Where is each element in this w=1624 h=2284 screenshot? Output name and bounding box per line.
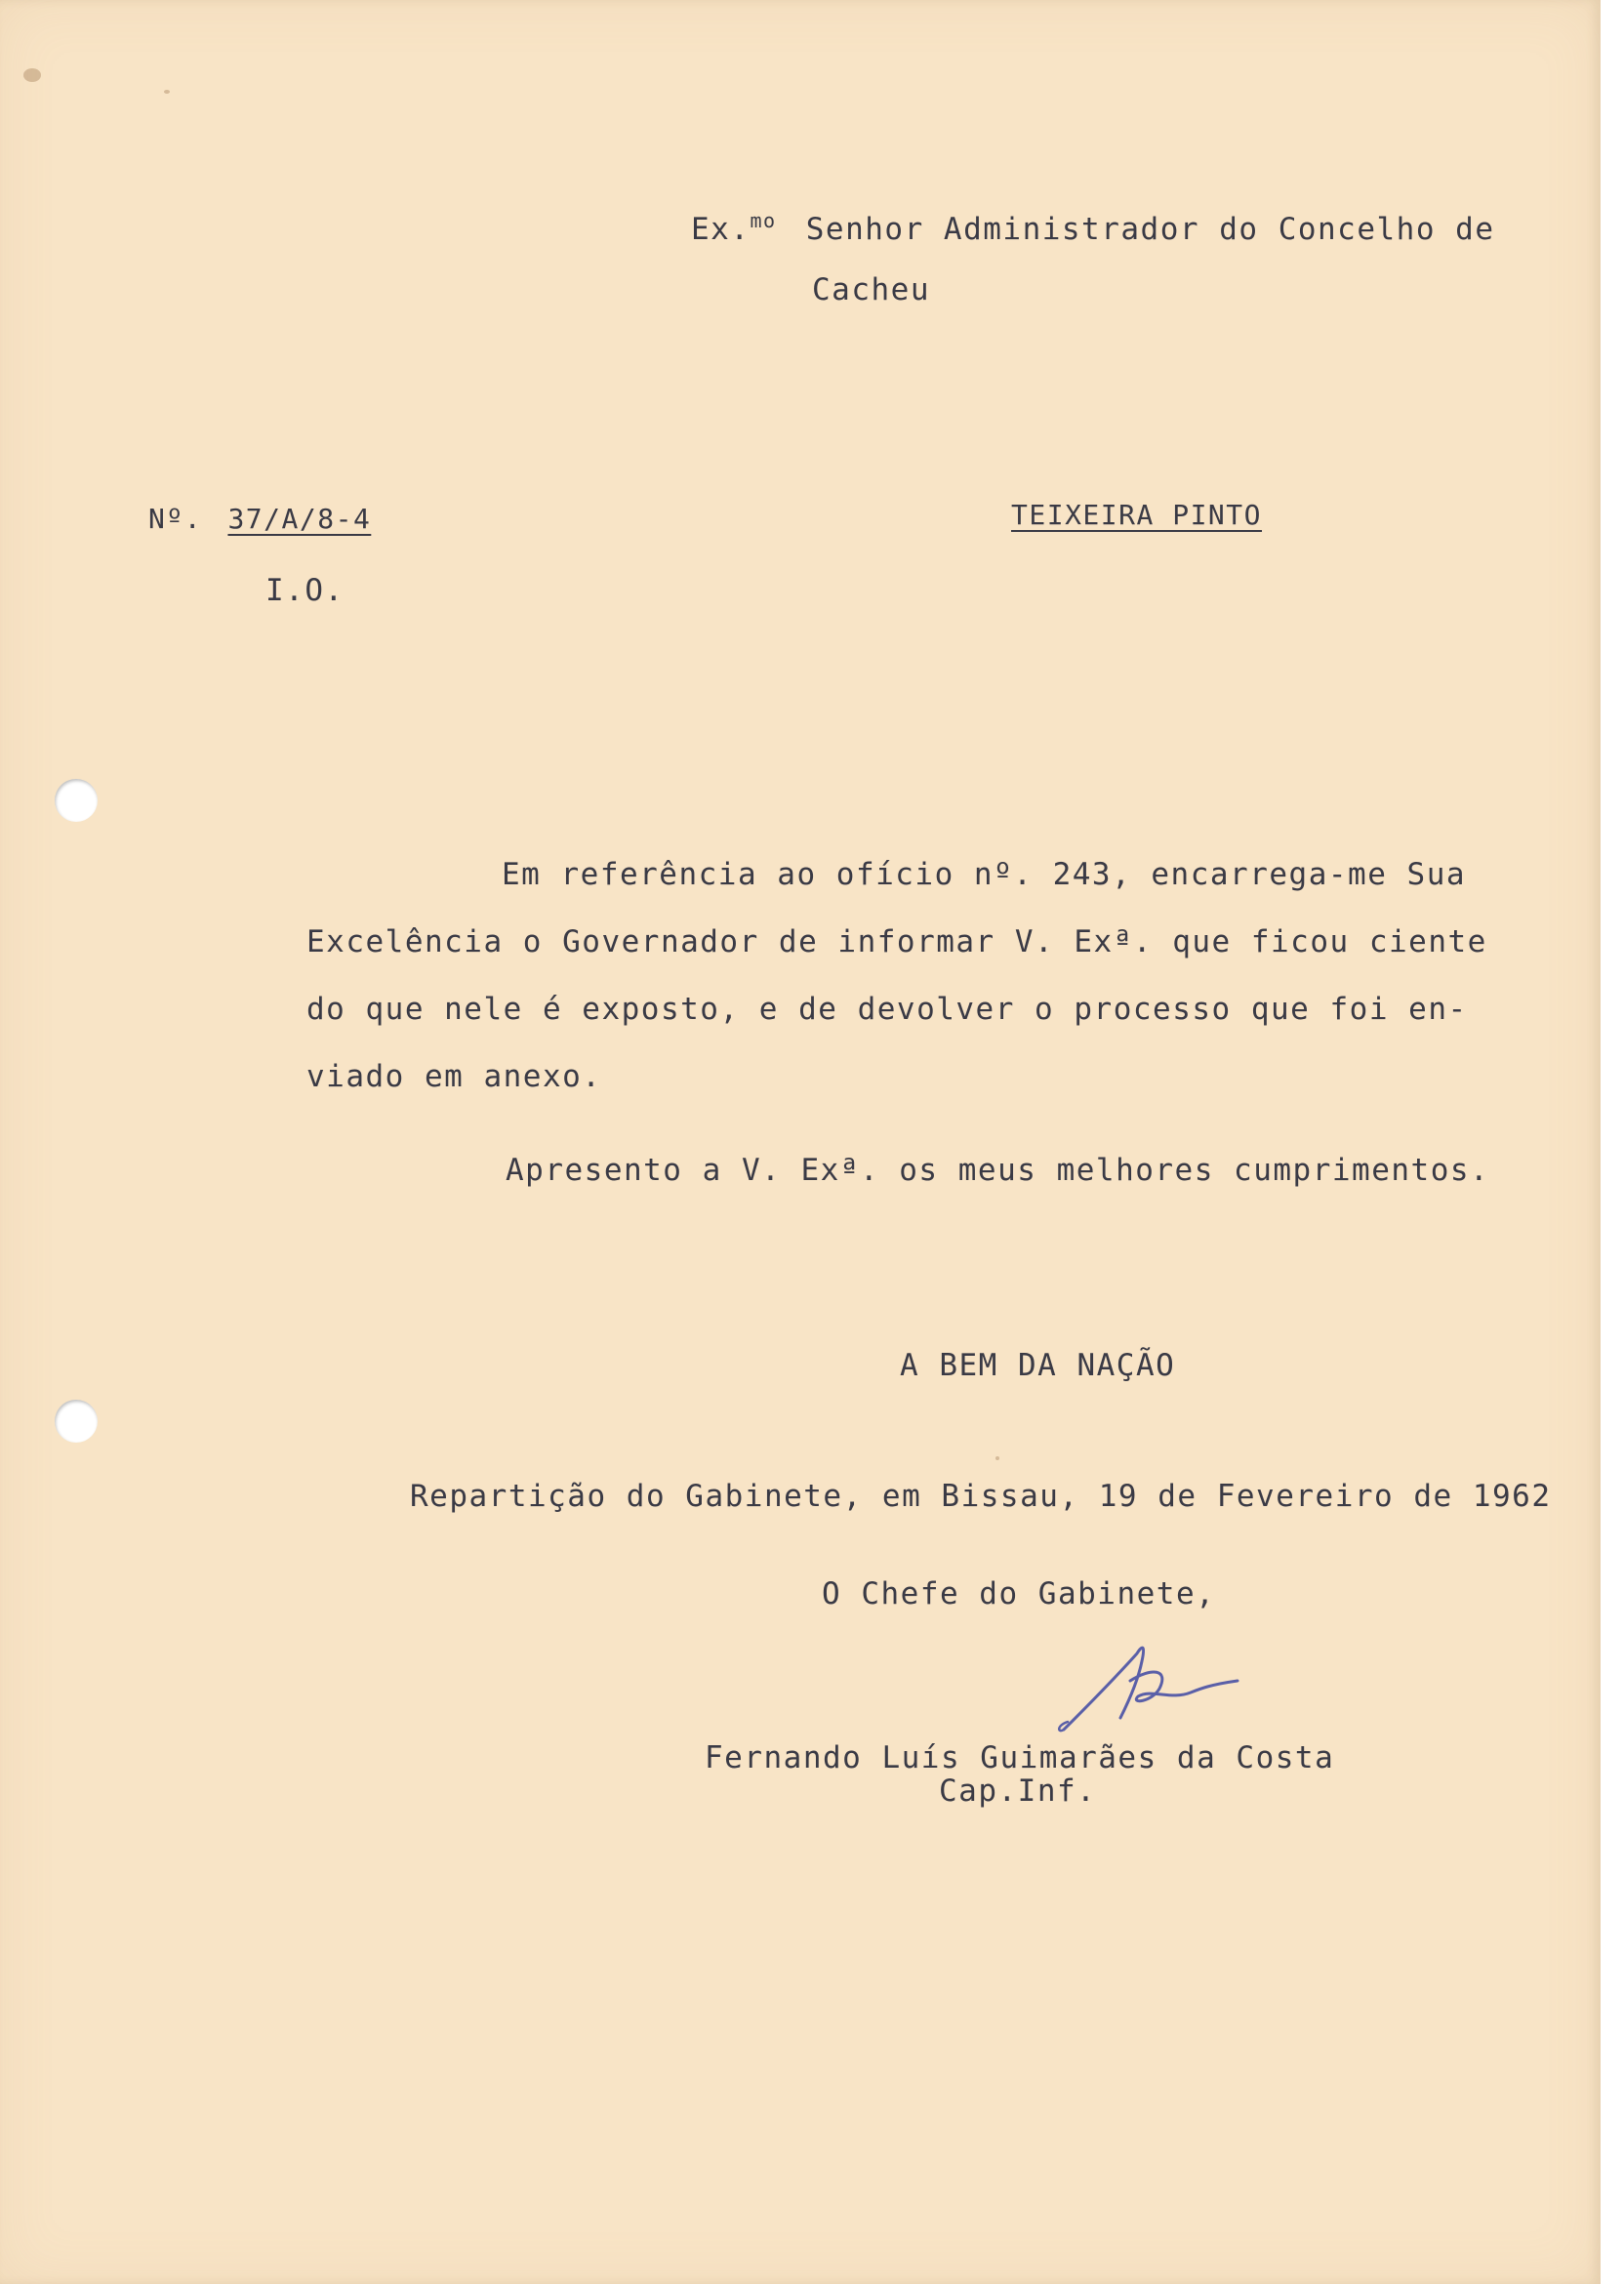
- punch-hole-bottom: [55, 1400, 98, 1443]
- motto: A BEM DA NAÇÃO: [900, 1348, 1176, 1383]
- place-heading: TEIXEIRA PINTO: [1011, 499, 1263, 531]
- reference-label: Nº.: [148, 503, 203, 535]
- signatory-rank: Cap.Inf.: [939, 1774, 1097, 1809]
- addressee-prefix: Ex.: [691, 212, 751, 247]
- addressee-line-1: [691, 209, 1495, 247]
- reference-line: [148, 503, 372, 535]
- punch-hole-top: [55, 779, 98, 822]
- closing-role: O Chefe do Gabinete,: [822, 1576, 1216, 1611]
- body-line-2: Excelência o Governador de informar V. Exª. que ficou ciente: [306, 924, 1487, 959]
- body-line-1: Em referência ao ofício nº. 243, encarrega-me Sua: [502, 857, 1467, 892]
- paper-stain: [23, 68, 41, 82]
- signatory-name: Fernando Luís Guimarães da Costa: [705, 1740, 1335, 1775]
- body-line-3: do que nele é exposto, e de devolver o processo que foi en-: [306, 992, 1468, 1027]
- dateline: Repartição do Gabinete, em Bissau, 19 de Fevereiro de 1962: [410, 1479, 1552, 1514]
- paper-stain: [995, 1456, 999, 1460]
- addressee-title: Senhor Administrador do Concelho de: [805, 212, 1495, 247]
- addressee-superscript: mo: [750, 209, 777, 232]
- body-paragraph: [306, 841, 1487, 1111]
- body-line-4: viado em anexo.: [306, 1059, 602, 1094]
- reference-number: 37/A/8-4: [227, 503, 372, 535]
- addressee-line-2: Cacheu: [812, 272, 930, 307]
- closing-paragraph: Apresento a V. Exª. os meus melhores cumprimentos.: [506, 1153, 1490, 1188]
- handwritten-signature: [1044, 1632, 1259, 1739]
- paper-stain: [164, 90, 170, 94]
- reference-sub: I.O.: [265, 573, 345, 608]
